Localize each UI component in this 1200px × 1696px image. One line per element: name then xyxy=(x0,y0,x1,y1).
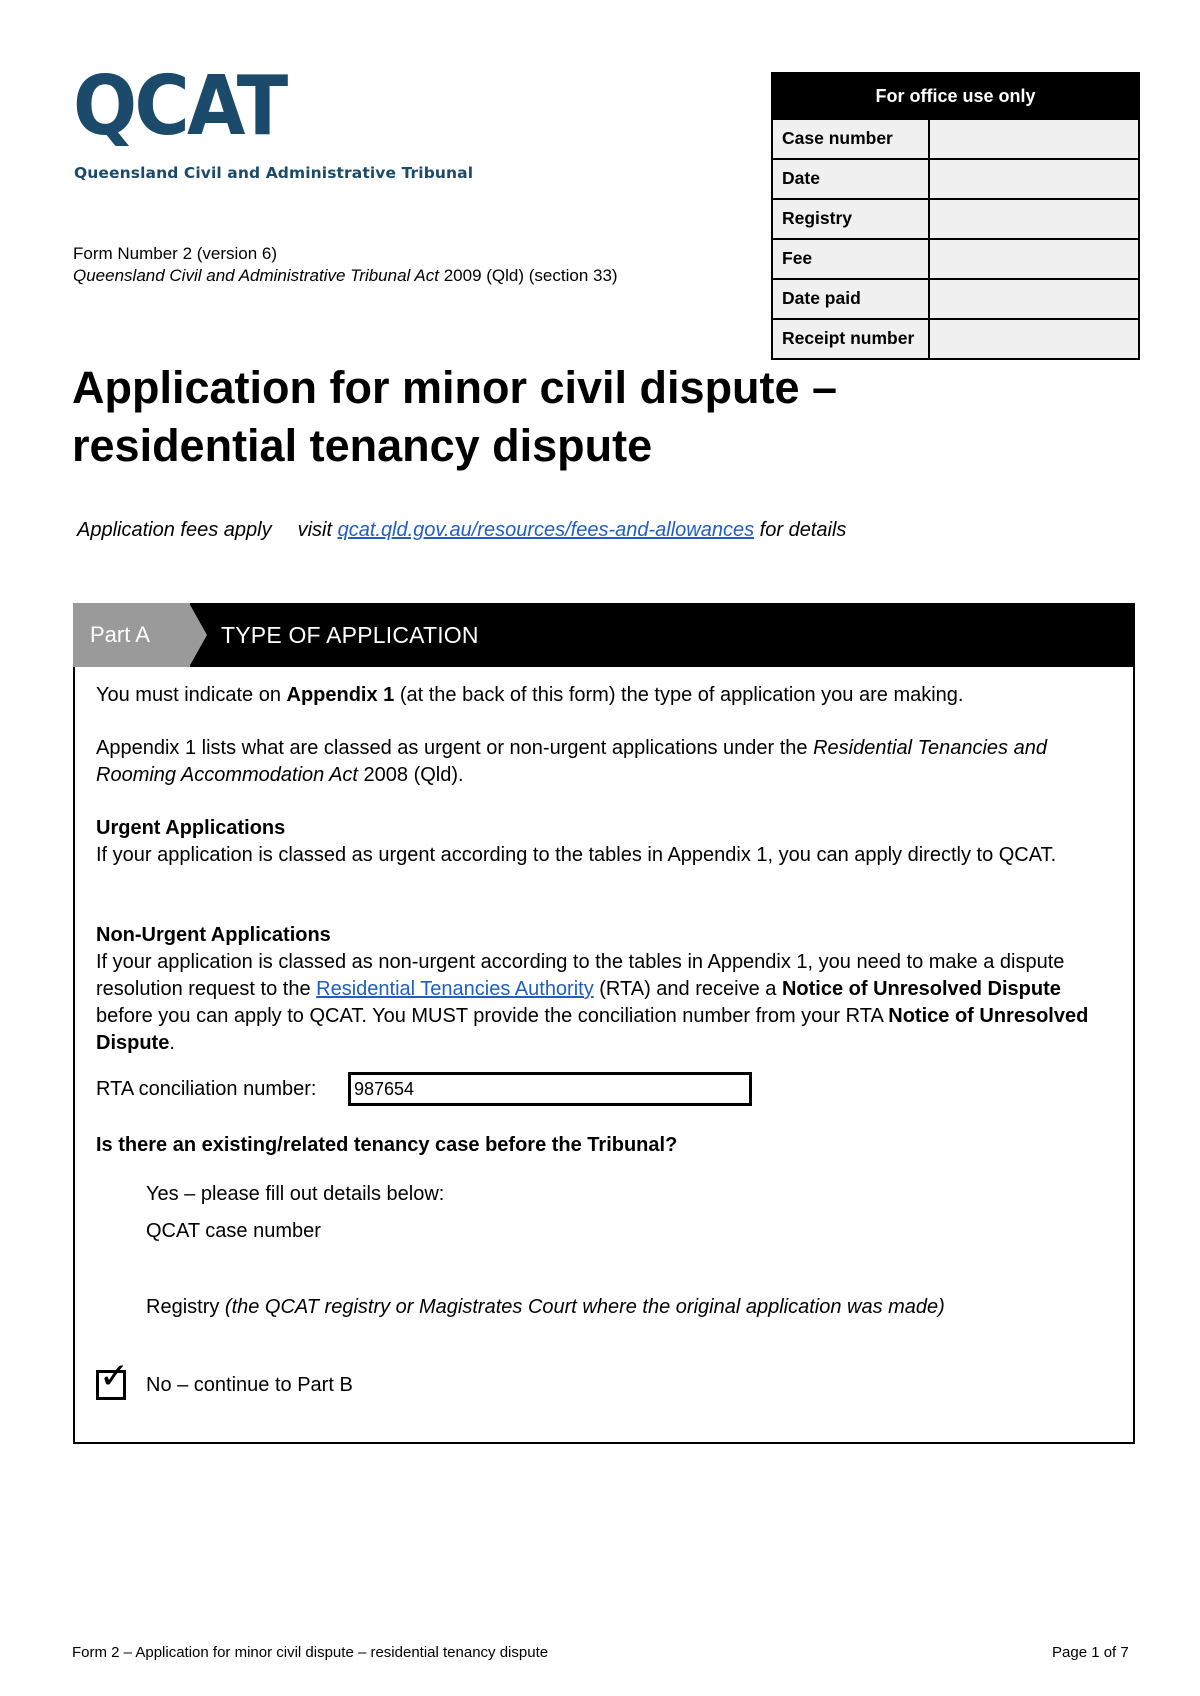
footer-form-title: Form 2 – Application for minor civil dispute – residential tenancy dispute xyxy=(72,1644,549,1661)
office-row-receipt-number: Receipt number xyxy=(773,318,1138,358)
form-number-block xyxy=(73,243,618,287)
form-number: Form Number 2 (version 6) xyxy=(73,244,278,263)
rta-number-input[interactable]: 987654 xyxy=(348,1072,752,1106)
rta-number-label: RTA conciliation number: xyxy=(96,1078,317,1100)
part-a-label: Part A xyxy=(90,622,150,647)
office-field-date-paid[interactable] xyxy=(930,280,1138,318)
qcat-logo-subtitle: Queensland Civil and Administrative Tribunal xyxy=(74,164,474,182)
urgent-section xyxy=(96,815,1116,869)
office-use-heading: For office use only xyxy=(773,74,1138,118)
act-reference: Queensland Civil and Administrative Tribunal Act 2009 (Qld) (section 33) xyxy=(73,266,618,285)
office-field-fee[interactable] xyxy=(930,240,1138,278)
office-row-registry: Registry xyxy=(773,198,1138,238)
no-option-label: No – continue to Part B xyxy=(146,1374,353,1396)
appendix-description: Appendix 1 lists what are classed as urgent or non-urgent applications under the Residential Tenancies and Rooming Accommodation Act 2008 (Qld). xyxy=(96,737,1047,786)
office-row-case-number: Case number xyxy=(773,118,1138,158)
non-urgent-section: Non-Urgent Applications If your application is classed as non-urgent according to the tables in Appendix 1, you need to make a dispute resolution request to the Residential Tenancies Authority (RTA) and receive a Notice of Unresolved Dispute before you can apply to QCAT. You MUST provide the conciliation number from your RTA Notice of Unresolved Dispute. xyxy=(96,924,1089,1054)
office-row-date: Date xyxy=(773,158,1138,198)
office-use-table xyxy=(771,72,1140,360)
office-field-date[interactable] xyxy=(930,160,1138,198)
related-case-question: Is there an existing/related tenancy case before the Tribunal? xyxy=(96,1134,678,1156)
registry-label: Registry (the QCAT registry or Magistrates Court where the original application was made) xyxy=(146,1296,945,1318)
office-field-case-number[interactable] xyxy=(930,120,1138,158)
rta-link[interactable]: Residential Tenancies Authority xyxy=(316,978,594,1000)
urgent-text: If your application is classed as urgent according to the tables in Appendix 1, you can apply directly to QCAT. xyxy=(96,844,1057,866)
office-row-date-paid: Date paid xyxy=(773,278,1138,318)
part-a-tab-arrow xyxy=(189,603,209,667)
footer-page-number: Page 1 of 7 xyxy=(1052,1644,1129,1661)
checkmark-icon: ✓ xyxy=(99,1355,130,1396)
office-field-registry[interactable] xyxy=(930,200,1138,238)
appendix-instruction: You must indicate on Appendix 1 (at the back of this form) the type of application you are making. xyxy=(96,684,964,706)
fees-note: Application fees apply visit qcat.qld.gov.au/resources/fees-and-allowances for details xyxy=(77,519,847,541)
yes-option-label: Yes – please fill out details below: xyxy=(146,1183,445,1205)
case-number-label: QCAT case number xyxy=(146,1220,321,1242)
part-a-title: TYPE OF APPLICATION xyxy=(221,622,479,648)
non-urgent-heading: Non-Urgent Applications xyxy=(96,924,331,946)
page-title: Application for minor civil dispute – residential tenancy dispute xyxy=(72,362,838,471)
office-row-fee: Fee xyxy=(773,238,1138,278)
office-field-receipt-number[interactable] xyxy=(930,320,1138,358)
fees-link[interactable]: qcat.qld.gov.au/resources/fees-and-allowances xyxy=(337,519,755,541)
urgent-heading: Urgent Applications xyxy=(96,817,286,839)
qcat-logo: QCAT xyxy=(73,59,286,154)
